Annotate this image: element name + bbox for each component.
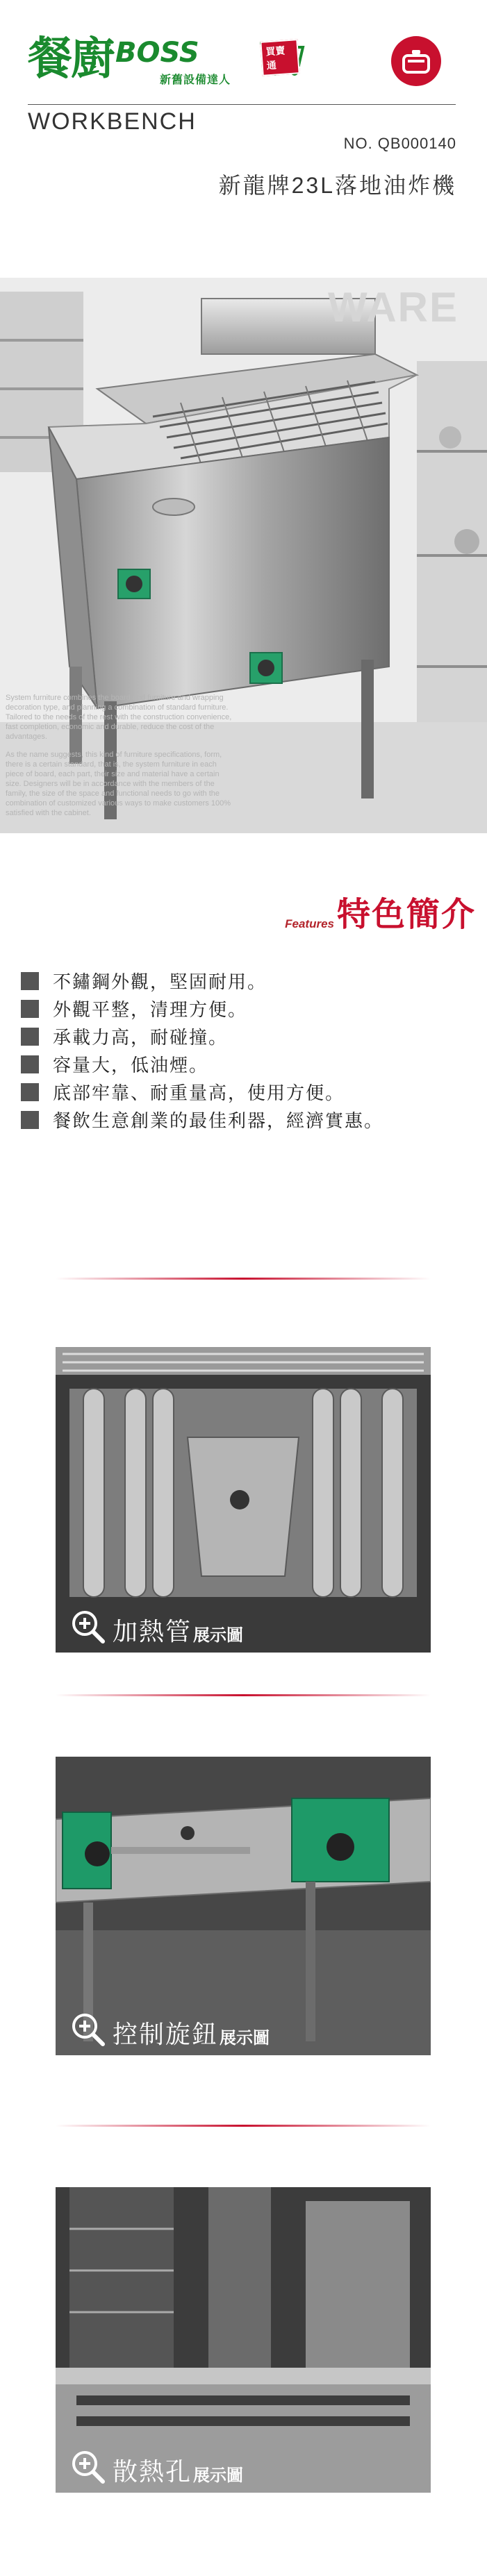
- feature-text: 容量大，低油煙。: [53, 1055, 209, 1076]
- detail-suffix: 展示圖: [193, 2466, 244, 2485]
- hero-caption-paragraph: As the name suggests, this kind of furniture specifications, form, there is a certain standard, that is, the system furniture in each piece of board, each part, their size and material have a certain size. Designers will be in accordance with the members of the family, the size of the space and functional needs to go with the combination of customized various ways to make customers 100% satisfied with the cabinet.: [6, 751, 231, 817]
- detail-suffix: 展示圖: [193, 1626, 244, 1645]
- detail-title: 加熱管: [113, 1617, 192, 1646]
- section-divider: [56, 1694, 431, 1696]
- section-divider: [56, 2125, 431, 2127]
- features-label-en: Features: [285, 917, 334, 930]
- product-number: NO. QB000140: [343, 135, 456, 152]
- list-item: [21, 1053, 465, 1076]
- list-item: [21, 1108, 465, 1131]
- features-heading: [285, 887, 476, 935]
- list-item: [21, 1025, 465, 1048]
- brand-badge: 買賣通: [260, 39, 299, 76]
- header-divider: [28, 104, 456, 105]
- square-bullet-icon: [21, 1028, 39, 1046]
- list-item: [21, 1080, 465, 1103]
- square-bullet-icon: [21, 1111, 39, 1129]
- detail-label: [69, 2011, 270, 2047]
- feature-text: 外觀平整，清理方便。: [53, 999, 248, 1020]
- brand-name-en: BOSS: [115, 37, 199, 69]
- square-bullet-icon: [21, 1083, 39, 1101]
- section-divider: [56, 1278, 431, 1280]
- features-label-cn: 特色簡介: [336, 896, 476, 933]
- square-bullet-icon: [21, 1055, 39, 1073]
- list-item: [21, 997, 465, 1020]
- square-bullet-icon: [21, 972, 39, 990]
- hero-caption-paragraph: System furniture combines the board and furniture and wrapping decoration type, and planning a combination of standard furniture. Tailored to the needs of the rest with the construction convenience, fast completion, economic and durable, reduce the cost of the advantages.: [6, 694, 232, 741]
- brand-logo[interactable]: [28, 31, 299, 87]
- feature-text: 底部牢靠、耐重量高，使用方便。: [53, 1082, 345, 1103]
- detail-image-heating-tubes: [56, 1347, 431, 1653]
- hero-watermark: WARE: [328, 284, 459, 331]
- zoom-in-icon: [69, 1608, 106, 1644]
- detail-title: 散熱孔: [113, 2457, 192, 2486]
- detail-label: [69, 1608, 243, 1644]
- list-item: [21, 969, 465, 992]
- feature-text: 承載力高，耐碰撞。: [53, 1027, 229, 1048]
- product-name: 新龍牌23L落地油炸機: [218, 173, 456, 198]
- hero-caption: [6, 693, 235, 826]
- detail-suffix: 展示圖: [220, 2029, 270, 2048]
- feature-text: 餐飲生意創業的最佳利器，經濟實惠。: [53, 1110, 384, 1131]
- hero-product-image: [0, 278, 487, 833]
- section-title: WORKBENCH: [28, 108, 197, 135]
- feature-text: 不鏽鋼外觀，堅固耐用。: [53, 971, 267, 992]
- menu-button[interactable]: [391, 36, 441, 86]
- heating-tube-photo: [56, 1347, 431, 1653]
- vent-photo: [56, 2187, 431, 2493]
- detail-image-vents: [56, 2187, 431, 2493]
- feature-list: [21, 969, 465, 1136]
- pot-icon: [401, 47, 431, 75]
- square-bullet-icon: [21, 1000, 39, 1018]
- brand-tagline: 新舊設備達人: [160, 74, 231, 86]
- brand-name-cn: 餐廚: [28, 33, 114, 85]
- zoom-in-icon: [69, 2448, 106, 2484]
- detail-label: [69, 2448, 243, 2484]
- detail-title: 控制旋鈕: [113, 2020, 219, 2048]
- detail-image-control-knobs: [56, 1757, 431, 2055]
- zoom-in-icon: [69, 2011, 106, 2047]
